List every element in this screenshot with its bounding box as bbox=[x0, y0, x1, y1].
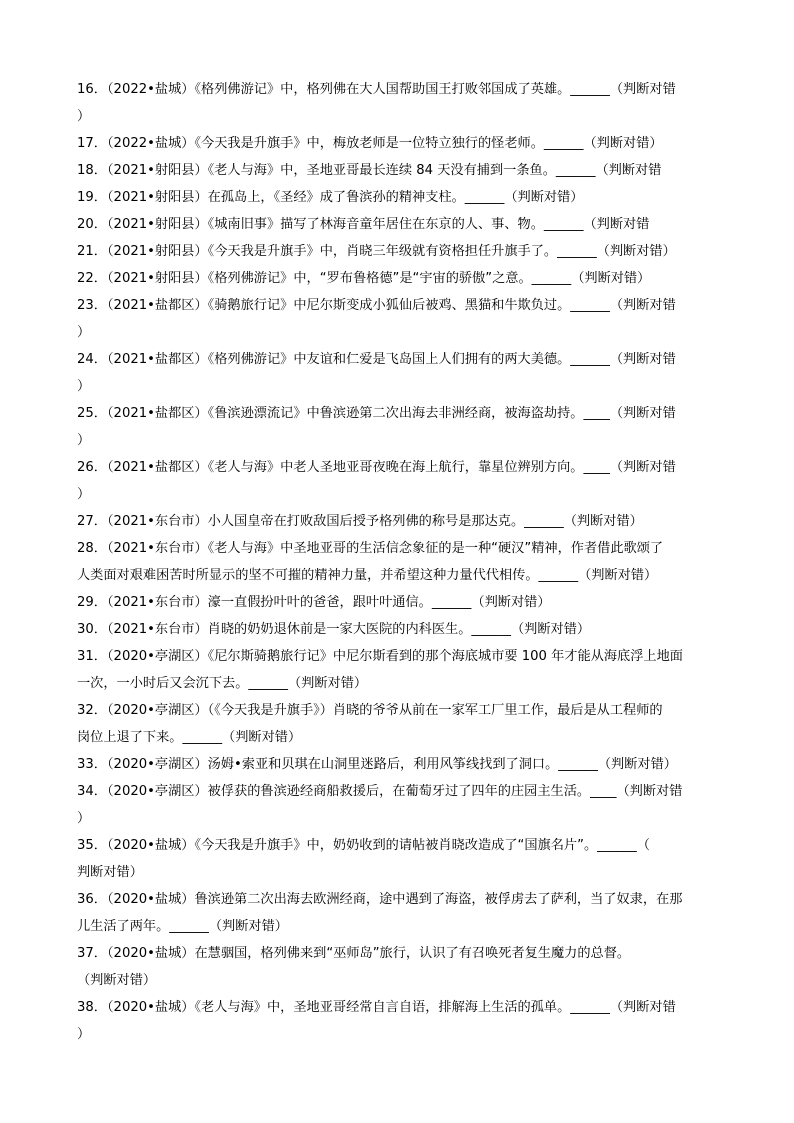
question-16-line-2: ） bbox=[77, 109, 91, 124]
question-20-line-1: 20．（2021•射阳县）《城南旧事》描写了林海音童年居住在东京的人、事、物。______（判断对错 bbox=[77, 217, 650, 232]
question-19-line-1: 19．（2021•射阳县）在孤岛上，《圣经》成了鲁滨孙的精神支柱。______（判断对错） bbox=[77, 190, 584, 205]
question-31-line-1: 31．（2020•亭湖区）《尼尔斯骑鹅旅行记》中尼尔斯看到的那个海底城市要 100 年才能从海底浮上地面 bbox=[77, 649, 683, 664]
question-34-line-1: 34．（2020•亭湖区）被俘获的鲁滨逊经商船救援后，在葡萄牙过了四年的庄园主生活。____（判断对错 bbox=[77, 784, 683, 799]
question-25-line-1: 25．（2021•盐都区）《鲁滨逊漂流记》中鲁滨逊第二次出海去非洲经商，被海盗劫持。____（判断对错 bbox=[77, 406, 676, 421]
question-30-line-1: 30．（2021•东台市）肖晓的奶奶退休前是一家大医院的内科医生。______（判断对错） bbox=[77, 622, 591, 637]
question-23-line-1: 23．（2021•盐都区）《骑鹅旅行记》中尼尔斯变成小狐仙后被鸡、黑猫和牛欺负过。______（判断对错 bbox=[77, 298, 676, 313]
question-23-line-2: ） bbox=[77, 325, 91, 340]
question-list bbox=[77, 76, 725, 1048]
question-36-line-2: 儿生活了两年。______（判断对错） bbox=[77, 919, 288, 934]
question-33-line-1: 33．（2020•亭湖区）汤姆•索亚和贝琪在山洞里迷路后，利用风筝线找到了洞口。______（判断对错） bbox=[77, 757, 677, 772]
question-18-line-1: 18．（2021•射阳县）《老人与海》中，圣地亚哥最长连续 84 天没有捕到一条鱼。______（判断对错 bbox=[77, 163, 662, 178]
question-31-line-2: 一次，一小时后又会沉下去。______（判断对错） bbox=[77, 676, 368, 691]
question-35-line-1: 35．（2020•盐城）《今天我是升旗手》中，奶奶收到的请帖被肖晓改造成了“国旗名片”。______（ bbox=[77, 838, 650, 853]
question-28-line-2: 人类面对艰难困苦时所显示的坚不可摧的精神力量，并希望这种力量代代相传。______（判断对错） bbox=[77, 568, 658, 583]
question-24-line-1: 24．（2021•盐都区）《格列佛游记》中友谊和仁爱是飞岛国上人们拥有的两大美德。______（判断对错 bbox=[77, 352, 676, 367]
question-27-line-1: 27．（2021•东台市）小人国皇帝在打败敌国后授予格列佛的称号是那达克。______（判断对错） bbox=[77, 514, 643, 529]
question-38-line-1: 38．（2020•盐城）《老人与海》中，圣地亚哥经常自言自语，排解海上生活的孤单。______（判断对错 bbox=[77, 1000, 676, 1015]
question-17-line-1: 17．（2022•盐城）《今天我是升旗手》中，梅放老师是一位特立独行的怪老师。______（判断对错） bbox=[77, 136, 663, 151]
question-25-line-2: ） bbox=[77, 433, 91, 448]
question-21-line-1: 21．（2021•射阳县）《今天我是升旗手》中，肖晓三年级就有资格担任升旗手了。______（判断对错） bbox=[77, 244, 676, 259]
question-29-line-1: 29．（2021•东台市）濠一直假扮叶叶的爸爸，跟叶叶通信。______（判断对错） bbox=[77, 595, 551, 610]
question-34-line-2: ） bbox=[77, 811, 91, 826]
question-24-line-2: ） bbox=[77, 379, 91, 394]
question-36-line-1: 36．（2020•盐城）鲁滨逊第二次出海去欧洲经商，途中遇到了海盗，被俘虏去了萨利，当了奴隶，在那 bbox=[77, 892, 683, 907]
question-26-line-2: ） bbox=[77, 487, 91, 502]
question-38-line-2: ） bbox=[77, 1027, 91, 1042]
question-16-line-1: 16．（2022•盐城）《格列佛游记》中，格列佛在大人国帮助国王打败邻国成了英雄。______（判断对错 bbox=[77, 82, 676, 97]
question-37-line-2: （判断对错） bbox=[77, 973, 157, 988]
question-26-line-1: 26．（2021•盐都区）《老人与海》中老人圣地亚哥夜晚在海上航行，靠星位辨别方向。____（判断对错 bbox=[77, 460, 676, 475]
question-22-line-1: 22．（2021•射阳县）《格列佛游记》中，“罗布鲁格德”是“宇宙的骄傲”之意。______（判断对错） bbox=[77, 271, 651, 286]
question-35-line-2: 判断对错） bbox=[77, 865, 143, 880]
question-28-line-1: 28．（2021•东台市）《老人与海》中圣地亚哥的生活信念象征的是一种“硬汉”精神，作者借此歌颂了 bbox=[77, 541, 664, 556]
question-37-line-1: 37．（2020•盐城）在慧骃国，格列佛来到“巫师岛”旅行，认识了有召唤死者复生魔力的总督。 bbox=[77, 946, 631, 961]
question-32-line-2: 岗位上退了下来。______（判断对错） bbox=[77, 730, 302, 745]
question-32-line-1: 32．（2020•亭湖区）（《今天我是升旗手》）肖晓的爷爷从前在一家军工厂里工作，最后是从工程师的 bbox=[77, 703, 663, 718]
